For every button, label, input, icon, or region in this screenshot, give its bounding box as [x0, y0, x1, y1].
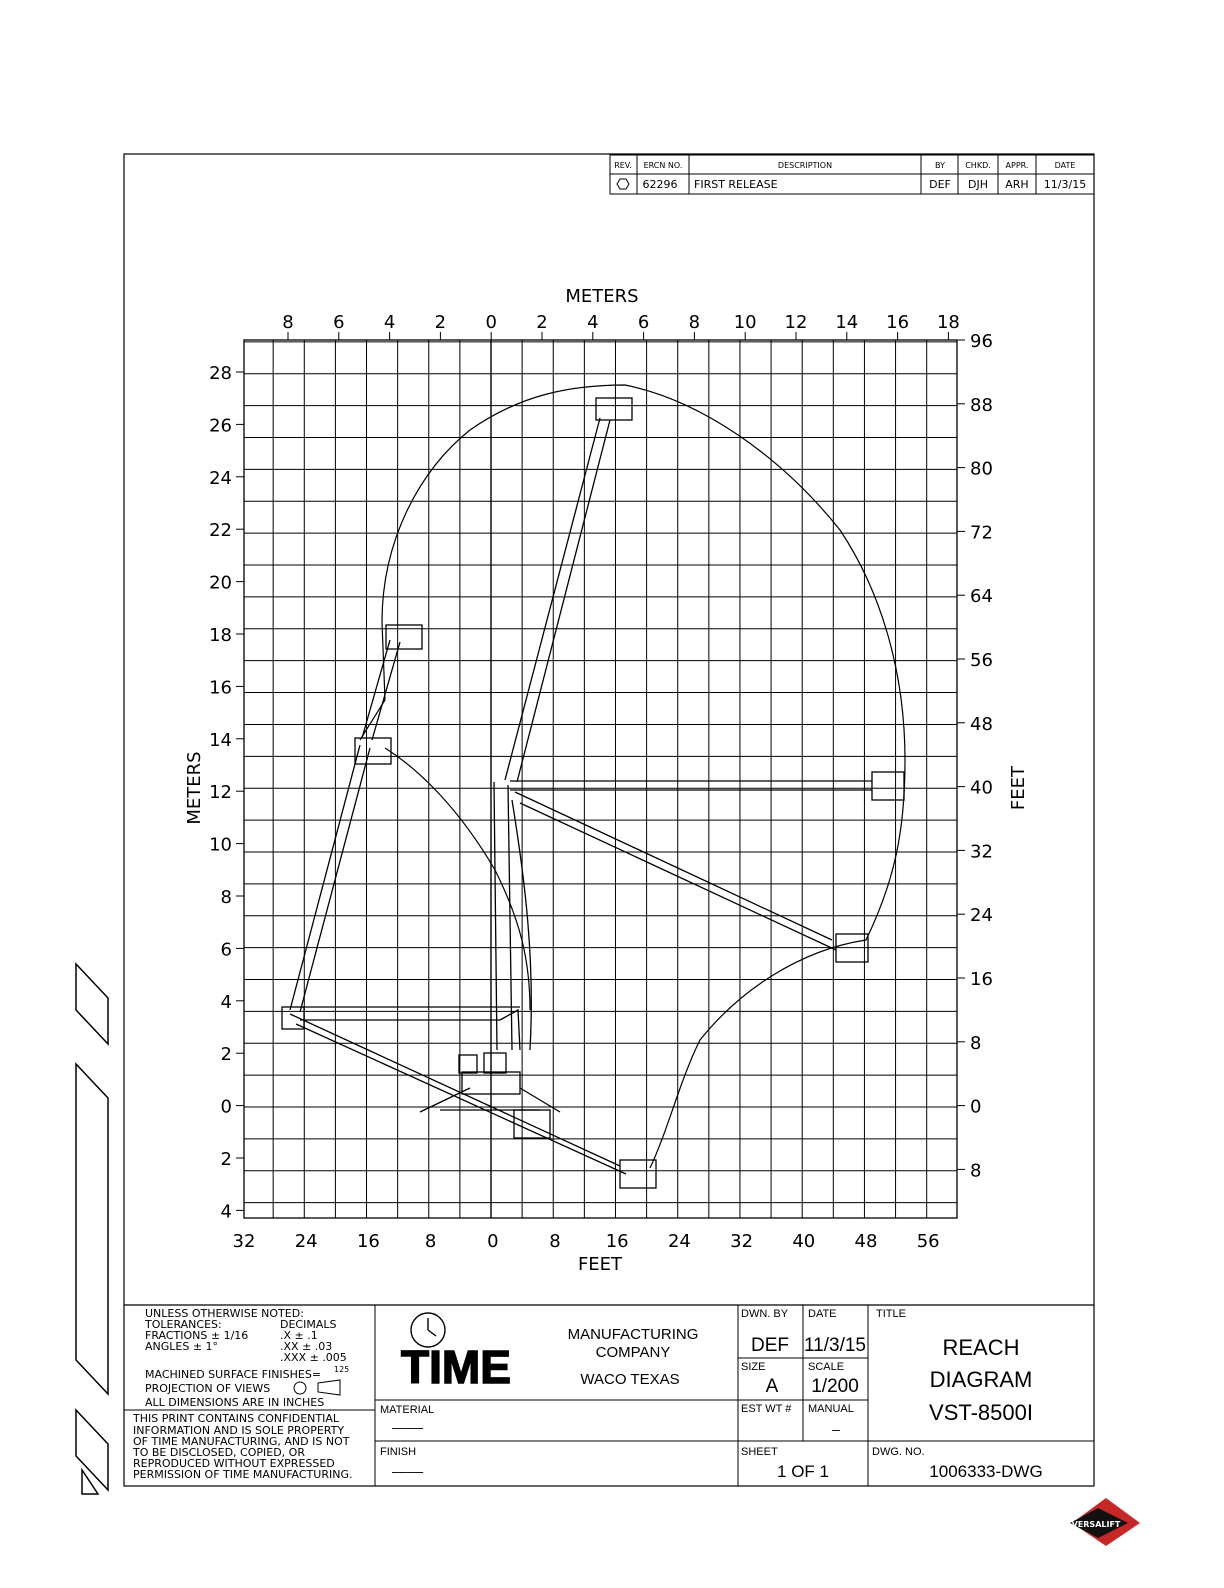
versalift-logo-text: VERSALIFT	[1071, 1520, 1121, 1529]
left-tick-label: 2	[220, 1149, 232, 1170]
bottom-tick-label: 56	[916, 1231, 940, 1252]
date-value: 11/3/15	[1043, 178, 1087, 191]
scale-value: 1/200	[811, 1376, 859, 1397]
confidential-line-2: INFORMATION AND IS SOLE PROPERTY	[133, 1424, 345, 1437]
confidential-line-3: OF TIME MANUFACTURING, AND IS NOT	[133, 1435, 350, 1448]
right-tick-label: 88	[970, 394, 993, 416]
left-tick-label: 10	[209, 834, 232, 856]
bottom-tick-label: 40	[792, 1231, 816, 1252]
by-header: BY	[935, 161, 945, 170]
versalift-logo	[1070, 1498, 1140, 1546]
size-label: SIZE	[741, 1361, 766, 1373]
top-tick-label: 0	[485, 312, 497, 333]
ercn-value: 62296	[642, 178, 678, 191]
top-tick-label: 4	[383, 312, 396, 333]
company-line-2: COMPANY	[595, 1344, 671, 1361]
left-tick-label: 22	[209, 520, 232, 542]
top-tick-label: 6	[637, 312, 650, 333]
top-tick-label: 8	[282, 312, 294, 333]
material-label: MATERIAL	[380, 1404, 435, 1416]
right-tick-label: 56	[970, 650, 993, 671]
left-tick-label: 26	[209, 415, 232, 437]
est-wt-value: MANUAL	[808, 1403, 854, 1415]
appr-header: APPR.	[1005, 161, 1029, 170]
by-value: DEF	[929, 178, 951, 191]
scale-label: SCALE	[808, 1361, 845, 1373]
chkd-value: DJH	[968, 178, 988, 191]
left-tick-label: 2	[220, 1044, 232, 1066]
bottom-tick-label: 32	[730, 1231, 754, 1252]
top-tick-label: 16	[886, 312, 910, 333]
left-tick-label: 24	[209, 467, 232, 489]
time-logo-text: TIME	[401, 1341, 511, 1393]
company-line-1: MANUFACTURING	[567, 1326, 699, 1343]
confidential-line-4: TO BE DISCLOSED, COPIED, OR	[133, 1446, 305, 1459]
bottom-tick-label: 8	[424, 1231, 437, 1252]
decimal-tol-2: .XX ± .03	[280, 1340, 333, 1353]
bottom-tick-label: 32	[232, 1231, 256, 1252]
top-tick-label: 2	[434, 312, 447, 333]
left-axis-title: METERS	[184, 751, 205, 825]
bottom-tick-label: 0	[487, 1231, 499, 1252]
bottom-axis-title: FEET	[577, 1254, 623, 1275]
projection-note: PROJECTION OF VIEWS	[145, 1382, 271, 1395]
drawn-date-value: 11/3/15	[804, 1335, 866, 1356]
right-axis-title: FEET	[1008, 765, 1029, 811]
right-tick-label: 8	[970, 1032, 982, 1054]
top-axis-title: METERS	[565, 286, 639, 307]
tolerance-label: TOLERANCES:	[145, 1318, 222, 1331]
right-tick-label: 0	[970, 1096, 982, 1118]
appr-value: ARH	[1005, 178, 1029, 191]
right-tick-label: 16	[970, 969, 993, 990]
sheet-value: 1 OF 1	[777, 1462, 829, 1481]
size-value: A	[765, 1376, 779, 1397]
fractions-tol: FRACTIONS ± 1/16	[145, 1329, 249, 1342]
description-header: DESCRIPTION	[777, 161, 833, 170]
right-tick-label: 48	[970, 713, 993, 735]
surface-finish-value: 125	[334, 1365, 350, 1374]
bottom-tick-label: 8	[549, 1231, 561, 1252]
bottom-tick-label: 16	[605, 1231, 629, 1252]
left-tick-label: 18	[209, 625, 232, 646]
revision-block	[610, 155, 1094, 194]
right-tick-label: 24	[970, 905, 993, 927]
confidential-line-6: PERMISSION OF TIME MANUFACTURING.	[133, 1468, 353, 1481]
drawn-by-value: DEF	[751, 1335, 789, 1356]
right-tick-label: 80	[970, 458, 993, 480]
decimal-tol-3: .XXX ± .005	[280, 1351, 347, 1364]
bottom-tick-label: 48	[854, 1231, 878, 1252]
left-tick-label: 28	[209, 363, 232, 384]
drawn-by-label: DWN. BY	[741, 1308, 789, 1320]
decimal-tol-1: .X ± .1	[280, 1329, 318, 1342]
drawing-number-value: 1006333-DWG	[929, 1462, 1043, 1481]
est-wt-label: EST WT #	[741, 1403, 792, 1415]
title-line-3: VST-8500I	[929, 1400, 1033, 1425]
bottom-tick-label: 24	[294, 1231, 318, 1252]
top-tick-label: 4	[587, 312, 599, 333]
confidential-line-1: THIS PRINT CONTAINS CONFIDENTIAL	[133, 1412, 339, 1425]
title-line-2: DIAGRAM	[929, 1367, 1033, 1392]
date-header: DATE	[1054, 161, 1076, 170]
top-tick-label: 6	[333, 312, 345, 333]
boom-positions	[282, 398, 904, 1188]
top-tick-label: 8	[688, 312, 701, 333]
confidential-line-5: REPRODUCED WITHOUT EXPRESSED	[133, 1457, 335, 1470]
left-tick-label: 4	[220, 1201, 232, 1223]
left-tick-label: 6	[220, 939, 232, 961]
left-tick-label: 20	[209, 572, 232, 594]
decimals-label: DECIMALS	[280, 1318, 337, 1331]
left-tick-label: 16	[209, 677, 232, 699]
rev-header: REV.	[614, 161, 632, 170]
angles-tol: ANGLES ± 1°	[145, 1340, 219, 1353]
top-tick-label: 18	[936, 312, 960, 333]
tolerance-note: UNLESS OTHERWISE NOTED:	[145, 1307, 304, 1320]
right-tick-label: 8	[970, 1160, 982, 1182]
surface-finish-note: MACHINED SURFACE FINISHES=	[145, 1368, 322, 1381]
finish-value: ––––	[392, 1463, 424, 1479]
decorative-stripes	[76, 964, 108, 1494]
hexagon-rev-icon	[617, 179, 629, 189]
drawing-number-label: DWG. NO.	[872, 1446, 925, 1458]
left-tick-label: 4	[220, 991, 232, 1013]
right-tick-label: 32	[970, 841, 993, 863]
description-value: FIRST RELEASE	[694, 178, 778, 191]
top-tick-label: 2	[536, 312, 548, 333]
company-location: WACO TEXAS	[580, 1371, 680, 1388]
left-tick-label: 14	[209, 729, 232, 751]
bottom-tick-label: 24	[667, 1231, 691, 1252]
est-wt-dash: –	[832, 1421, 840, 1437]
chkd-header: CHKD.	[965, 161, 991, 170]
ercn-header: ERCN NO.	[643, 161, 683, 170]
right-tick-label: 72	[970, 522, 993, 544]
bottom-tick-label: 16	[356, 1231, 380, 1252]
sheet-label: SHEET	[741, 1446, 778, 1458]
projection-symbol-icon	[294, 1382, 306, 1394]
material-value: ––––	[392, 1419, 424, 1435]
top-tick-label: 12	[784, 312, 808, 333]
left-tick-label: 12	[209, 782, 232, 804]
left-tick-label: 8	[220, 887, 232, 908]
dimensions-note: ALL DIMENSIONS ARE IN INCHES	[145, 1396, 325, 1409]
top-tick-label: 10	[733, 312, 757, 333]
finish-label: FINISH	[380, 1446, 417, 1458]
title-label: TITLE	[876, 1308, 906, 1320]
reach-envelope	[360, 385, 905, 1168]
right-tick-label: 64	[970, 586, 993, 608]
title-line-1: REACH	[942, 1335, 1020, 1360]
right-tick-label: 96	[970, 331, 993, 352]
right-tick-label: 40	[970, 777, 993, 799]
left-tick-label: 0	[220, 1096, 232, 1118]
projection-cone-icon	[318, 1380, 340, 1395]
top-tick-label: 14	[835, 312, 859, 333]
date-label: DATE	[808, 1308, 837, 1320]
